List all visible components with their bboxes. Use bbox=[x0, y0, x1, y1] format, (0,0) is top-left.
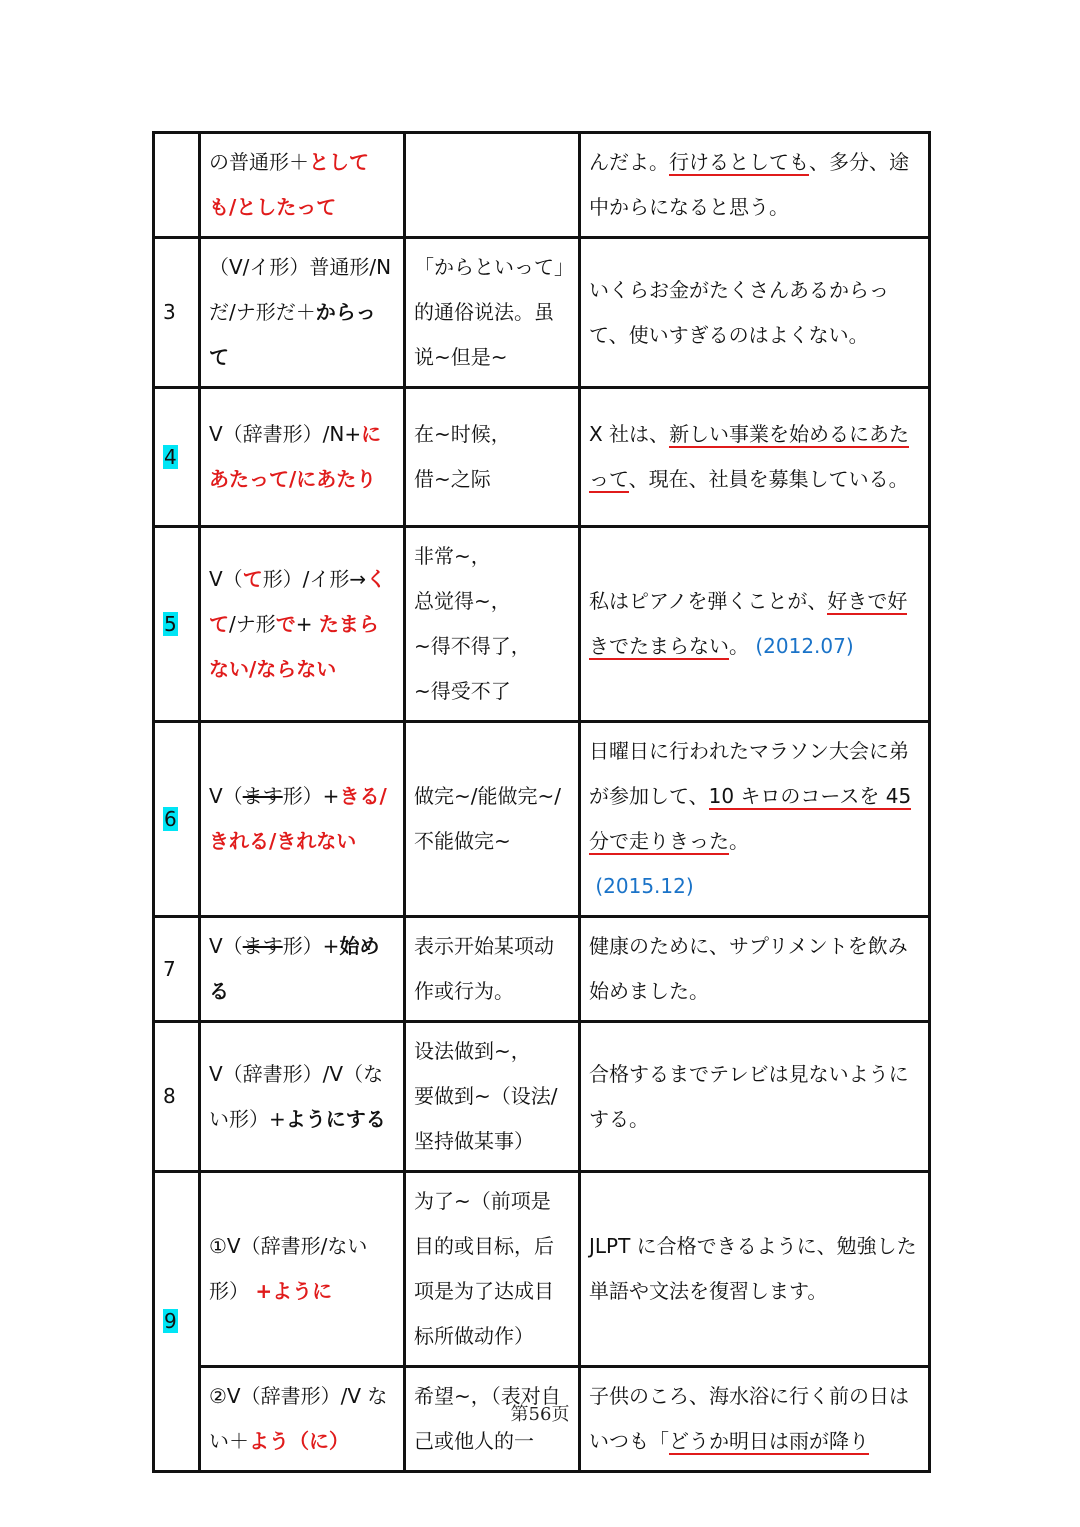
example-text: X 社は、 bbox=[589, 422, 670, 446]
row-number bbox=[154, 1172, 200, 1472]
meaning-text: 为了~（前项是目的或目标，后项是为了达成目标所做动作） bbox=[414, 1189, 554, 1348]
form-text: V（ bbox=[209, 784, 243, 808]
form-text: 形）+ bbox=[282, 934, 340, 958]
form-cell bbox=[200, 1172, 405, 1367]
meaning-text: 「からといって」的通俗说法。虽说~但是~ bbox=[414, 255, 564, 369]
table-row bbox=[154, 238, 930, 388]
form-text: の普通形＋ bbox=[209, 150, 309, 174]
exam-date: (2015.12) bbox=[595, 874, 694, 898]
meaning-text: 借~之际 bbox=[414, 467, 491, 491]
form-cell bbox=[200, 1022, 405, 1172]
form-text: 形）/イ形→ bbox=[262, 566, 367, 591]
example-underline: 10 キロのコースを 45 分で走りきった bbox=[589, 784, 912, 853]
form-text: ②V（辞書形）/V ない＋ bbox=[209, 1384, 388, 1453]
meaning-cell bbox=[405, 527, 580, 722]
example-cell bbox=[580, 238, 930, 388]
example-text: 私はピアノを弾くことが、 bbox=[589, 589, 828, 613]
meaning-cell bbox=[405, 388, 580, 527]
example-text: 、現在、社員を募集している。 bbox=[628, 467, 909, 491]
meaning-text: 非常~， bbox=[414, 544, 491, 568]
form-text: ①V（辞書形/ない形） bbox=[209, 1234, 368, 1303]
meaning-text: 总觉得~， bbox=[414, 589, 511, 613]
table-row bbox=[154, 722, 930, 917]
example-underline: 新しい事業を始めるにあたって bbox=[589, 422, 910, 491]
table-row bbox=[154, 1172, 930, 1367]
form-cell bbox=[200, 527, 405, 722]
meaning-text: ~得受不了 bbox=[414, 679, 511, 703]
example-cell bbox=[580, 388, 930, 527]
row-number-highlight: 5 bbox=[164, 611, 177, 636]
row-number bbox=[154, 133, 200, 238]
form-cell bbox=[200, 722, 405, 917]
meaning-text: ~得不得了， bbox=[414, 634, 531, 658]
form-bold: ようにする bbox=[285, 1106, 386, 1131]
meaning-text: 要做到~（设法/坚持做某事） bbox=[414, 1084, 558, 1153]
example-text: 、多分、途中からになると思う。 bbox=[589, 150, 909, 219]
row-number: 3 bbox=[154, 238, 200, 388]
form-highlight: としても/としたって bbox=[209, 150, 369, 219]
example-text: 。 bbox=[729, 829, 749, 853]
meaning-text: 表示开始某项动作或行为。 bbox=[414, 934, 554, 1003]
exam-date: (2012.07) bbox=[755, 634, 854, 658]
form-highlight: よう（に） bbox=[249, 1429, 349, 1453]
row-number-highlight: 4 bbox=[164, 444, 177, 469]
example-cell bbox=[580, 1022, 930, 1172]
form-text: + bbox=[295, 611, 319, 636]
form-bold: 始める bbox=[209, 934, 380, 1003]
example-text: んだよ。 bbox=[589, 150, 669, 174]
meaning-text: 在~时候， bbox=[414, 422, 511, 446]
page-number: 第56页 bbox=[510, 1404, 570, 1425]
example-text: 日曜日に行われたマラソン大会に弟が参加して、 bbox=[589, 739, 909, 808]
row-number-highlight: 6 bbox=[164, 806, 177, 831]
example-cell bbox=[580, 1172, 930, 1367]
meaning-cell bbox=[405, 722, 580, 917]
form-highlight: +ように bbox=[255, 1279, 333, 1303]
example-cell bbox=[580, 527, 930, 722]
table-row bbox=[154, 388, 930, 527]
row-number bbox=[154, 722, 200, 917]
row-number bbox=[154, 388, 200, 527]
form-text: V（辞書形）/V（ない形）+ bbox=[209, 1061, 384, 1131]
meaning-text: 设法做到~， bbox=[414, 1039, 531, 1063]
form-cell bbox=[200, 917, 405, 1022]
form-highlight: くて bbox=[209, 566, 387, 636]
example-text: 合格するまでテレビは見ないようにする。 bbox=[589, 1061, 909, 1131]
meaning-cell bbox=[405, 917, 580, 1022]
form-highlight: で bbox=[275, 611, 296, 636]
row-number: 7 bbox=[154, 917, 200, 1022]
example-underline: 好きで好きでたまらない bbox=[589, 589, 908, 658]
row-number: 8 bbox=[154, 1022, 200, 1172]
form-highlight: て bbox=[242, 566, 263, 591]
example-text: 子供のころ、海水浴に行く前の日はいつも「 bbox=[589, 1384, 909, 1453]
form-strike: ます bbox=[242, 934, 283, 958]
table-row bbox=[154, 527, 930, 722]
example-text: 。 bbox=[729, 634, 749, 658]
form-strike: ます bbox=[242, 784, 283, 808]
table-row bbox=[154, 1022, 930, 1172]
grammar-table bbox=[152, 131, 931, 1473]
form-cell bbox=[200, 388, 405, 527]
row-number bbox=[154, 527, 200, 722]
example-cell bbox=[580, 722, 930, 917]
row-number-highlight: 9 bbox=[164, 1309, 177, 1333]
table-row bbox=[154, 917, 930, 1022]
meaning-text: 希望~，（表对自己或他人的一 bbox=[414, 1384, 561, 1453]
form-cell bbox=[200, 238, 405, 388]
form-text: V（辞書形）/N+ bbox=[209, 422, 362, 446]
example-cell bbox=[580, 917, 930, 1022]
meaning-cell bbox=[405, 238, 580, 388]
form-highlight: たまらない/ならない bbox=[209, 611, 379, 681]
form-highlight: にあたって/にあたり bbox=[209, 422, 382, 491]
meaning-cell bbox=[405, 133, 580, 238]
form-text: /ナ形 bbox=[229, 611, 276, 636]
table-row bbox=[154, 133, 930, 238]
form-highlight: きる/きれる/きれない bbox=[209, 784, 387, 853]
form-text: V（ bbox=[209, 934, 243, 958]
example-underline: 行けるとしても bbox=[669, 150, 809, 174]
example-cell bbox=[580, 133, 930, 238]
example-text: 健康のために、サプリメントを飲み始めました。 bbox=[589, 934, 908, 1003]
form-cell bbox=[200, 133, 405, 238]
form-bold: からって bbox=[209, 300, 376, 369]
example-text: いくらお金がたくさんあるからって、使いすぎるのはよくない。 bbox=[589, 277, 889, 347]
form-text: 形）+ bbox=[282, 784, 340, 808]
form-text: （V/イ形）普通形/N だ/ナ形だ＋ bbox=[209, 255, 392, 324]
example-text: JLPT に合格できるように、勉強した単語や文法を復習します。 bbox=[589, 1234, 917, 1303]
example-underline: どうか明日は雨が降り bbox=[669, 1429, 869, 1453]
meaning-text: 做完~/能做完~/不能做完~ bbox=[414, 784, 561, 853]
form-text: V（ bbox=[209, 566, 243, 591]
meaning-cell bbox=[405, 1172, 580, 1367]
meaning-cell bbox=[405, 1022, 580, 1172]
